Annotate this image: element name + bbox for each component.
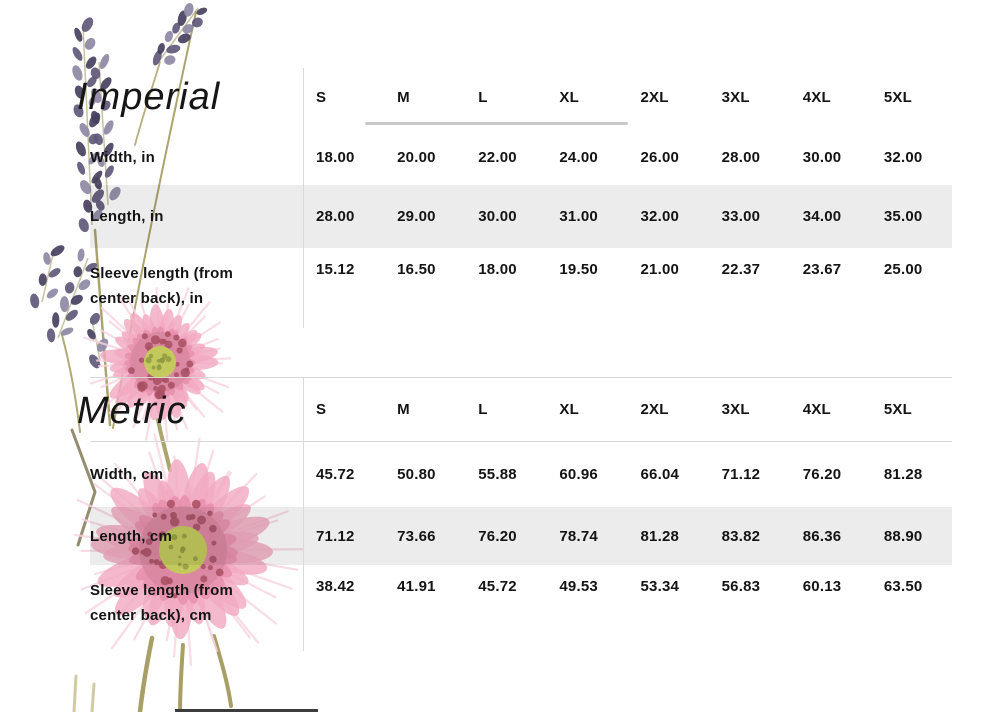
value-cell: 41.91: [397, 578, 436, 595]
value-cell: 73.66: [397, 527, 436, 545]
value-cell: 32.00: [883, 149, 923, 166]
value-cell: 23.67: [802, 261, 842, 278]
value-cell: 71.12: [721, 466, 761, 483]
table-column-divider: [303, 378, 304, 651]
value-cell: 28.00: [721, 149, 761, 166]
value-cell: 22.00: [478, 149, 517, 166]
value-cell: 26.00: [640, 149, 680, 166]
value-cell: 50.80: [397, 466, 436, 483]
value-cell: 71.12: [316, 527, 355, 545]
metric-size-table: [77, 377, 952, 652]
value-cell: 29.00: [397, 208, 436, 225]
size-column-header-m: M: [397, 401, 410, 418]
table-rows: [90, 442, 952, 652]
size-column-header-5xl: 5XL: [883, 89, 912, 106]
imperial-size-table: [77, 65, 952, 330]
table-rows: [90, 130, 952, 330]
table-column-divider: [303, 68, 304, 328]
value-cell: 15.12: [316, 261, 355, 278]
value-cell: 20.00: [397, 149, 436, 166]
value-cell: 76.20: [478, 527, 517, 545]
value-cell: 30.00: [802, 149, 842, 166]
value-cell: 45.72: [478, 578, 517, 595]
size-column-header-4xl: 4XL: [802, 401, 831, 418]
value-cell: 66.04: [640, 466, 680, 483]
size-column-header-m: M: [397, 89, 410, 106]
horizontal-scrollbar-thumb[interactable]: [365, 122, 628, 125]
value-cell: 16.50: [397, 261, 436, 278]
value-cell: 19.50: [559, 261, 598, 278]
value-cell: 56.83: [721, 578, 761, 595]
value-cell: 60.96: [559, 466, 598, 483]
row-label: Width, in: [90, 149, 155, 166]
value-cell: 49.53: [559, 578, 598, 595]
table-row: [90, 442, 952, 507]
value-cell: 83.82: [721, 527, 761, 545]
value-cell: 21.00: [640, 261, 680, 278]
table-row: [90, 248, 952, 330]
size-column-header-l: L: [478, 89, 488, 106]
value-cell: 22.37: [721, 261, 761, 278]
row-label: Length, in: [90, 208, 164, 225]
value-cell: 55.88: [478, 466, 517, 483]
row-label: Width, cm: [90, 466, 164, 483]
value-cell: 24.00: [559, 149, 598, 166]
size-column-header-s: S: [316, 89, 327, 106]
value-cell: 76.20: [802, 466, 842, 483]
value-cell: 35.00: [883, 208, 923, 225]
value-cell: 38.42: [316, 578, 355, 595]
value-cell: 18.00: [316, 149, 355, 166]
table-row: [90, 565, 952, 652]
size-column-header-2xl: 2XL: [640, 89, 669, 106]
table-row: [90, 130, 952, 185]
size-column-header-5xl: 5XL: [883, 401, 912, 418]
value-cell: 25.00: [883, 261, 923, 278]
value-cell: 30.00: [478, 208, 517, 225]
value-cell: 88.90: [883, 527, 923, 545]
row-label: Sleeve length (from center back), in: [90, 265, 233, 307]
value-cell: 28.00: [316, 208, 355, 225]
size-header-row: [90, 378, 952, 442]
value-cell: 86.36: [802, 527, 842, 545]
value-cell: 81.28: [640, 527, 680, 545]
value-cell: 78.74: [559, 527, 598, 545]
value-cell: 31.00: [559, 208, 598, 225]
size-column-header-s: S: [316, 401, 327, 418]
value-cell: 63.50: [883, 578, 923, 595]
row-label: Sleeve length (from center back), cm: [90, 582, 233, 624]
value-cell: 53.34: [640, 578, 680, 595]
imperial-table-title: Imperial: [77, 76, 221, 118]
metric-table-title: Metric: [77, 390, 187, 432]
size-column-header-xl: XL: [559, 401, 579, 418]
size-column-header-l: L: [478, 401, 488, 418]
value-cell: 45.72: [316, 466, 355, 483]
size-column-header-4xl: 4XL: [802, 89, 831, 106]
value-cell: 33.00: [721, 208, 761, 225]
table-row: [90, 507, 952, 565]
value-cell: 34.00: [802, 208, 842, 225]
value-cell: 18.00: [478, 261, 517, 278]
value-cell: 81.28: [883, 466, 923, 483]
size-column-header-2xl: 2XL: [640, 401, 669, 418]
row-label: Length, cm: [90, 527, 173, 545]
value-cell: 60.13: [802, 578, 842, 595]
size-column-header-3xl: 3XL: [721, 89, 750, 106]
size-column-header-xl: XL: [559, 89, 579, 106]
size-column-header-3xl: 3XL: [721, 401, 750, 418]
value-cell: 32.00: [640, 208, 680, 225]
table-row: [90, 185, 952, 248]
